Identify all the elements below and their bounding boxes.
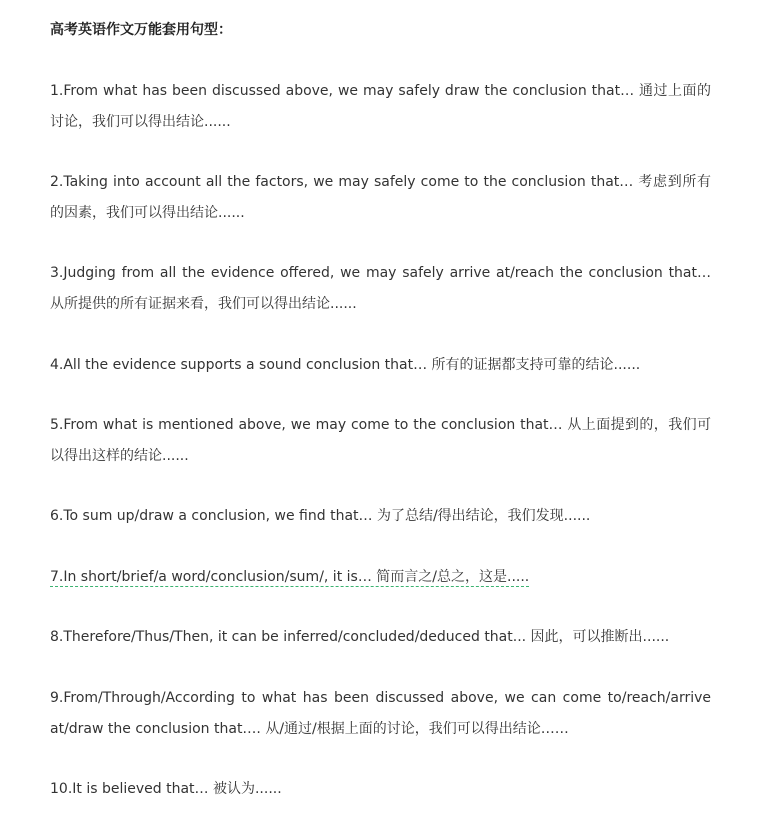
sentence-pattern-2: 2.Taking into account all the factors, we may safely come to the conclusion that… 考虑到所有的因素，我们可以得出结论...... — [50, 174, 711, 221]
sentence-pattern-7[interactable] — [50, 562, 711, 593]
sentence-pattern-9: 9.From/Through/According to what has been discussed above, we can come to/reach/arrive at/draw the conclusion that…. 从/通过/根据上面的讨论，我们可以得出结论…… — [50, 690, 711, 737]
sentence-pattern-3: 3.Judging from all the evidence offered, we may safely arrive at/reach the conclusion that… 从所提供的所有证据来看，我们可以得出结论...... — [50, 265, 711, 312]
sentence-pattern-10: 10.It is believed that… 被认为...... — [50, 781, 282, 797]
sentence-pattern-1: 1.From what has been discussed above, we may safely draw the conclusion that… 通过上面的讨论，我们可以得出结论...... — [50, 83, 711, 130]
sentence-pattern-6: 6.To sum up/draw a conclusion, we find that… 为了总结/得出结论，我们发现...... — [50, 508, 591, 524]
article-heading: 高考英语作文万能套用句型： — [50, 22, 232, 38]
sentence-pattern-8: 8.Therefore/Thus/Then, it can be inferred/concluded/deduced that... 因此，可以推断出...... — [50, 629, 670, 645]
sentence-pattern-4: 4.All the evidence supports a sound conclusion that… 所有的证据都支持可靠的结论...... — [50, 357, 641, 373]
sentence-pattern-7-text[interactable]: 7.In short/brief/a word/conclusion/sum/, it is… 简而言之/总之，这是..... — [50, 569, 530, 585]
sentence-pattern-5: 5.From what is mentioned above, we may come to the conclusion that… 从上面提到的，我们可以得出这样的结论...... — [50, 417, 711, 464]
